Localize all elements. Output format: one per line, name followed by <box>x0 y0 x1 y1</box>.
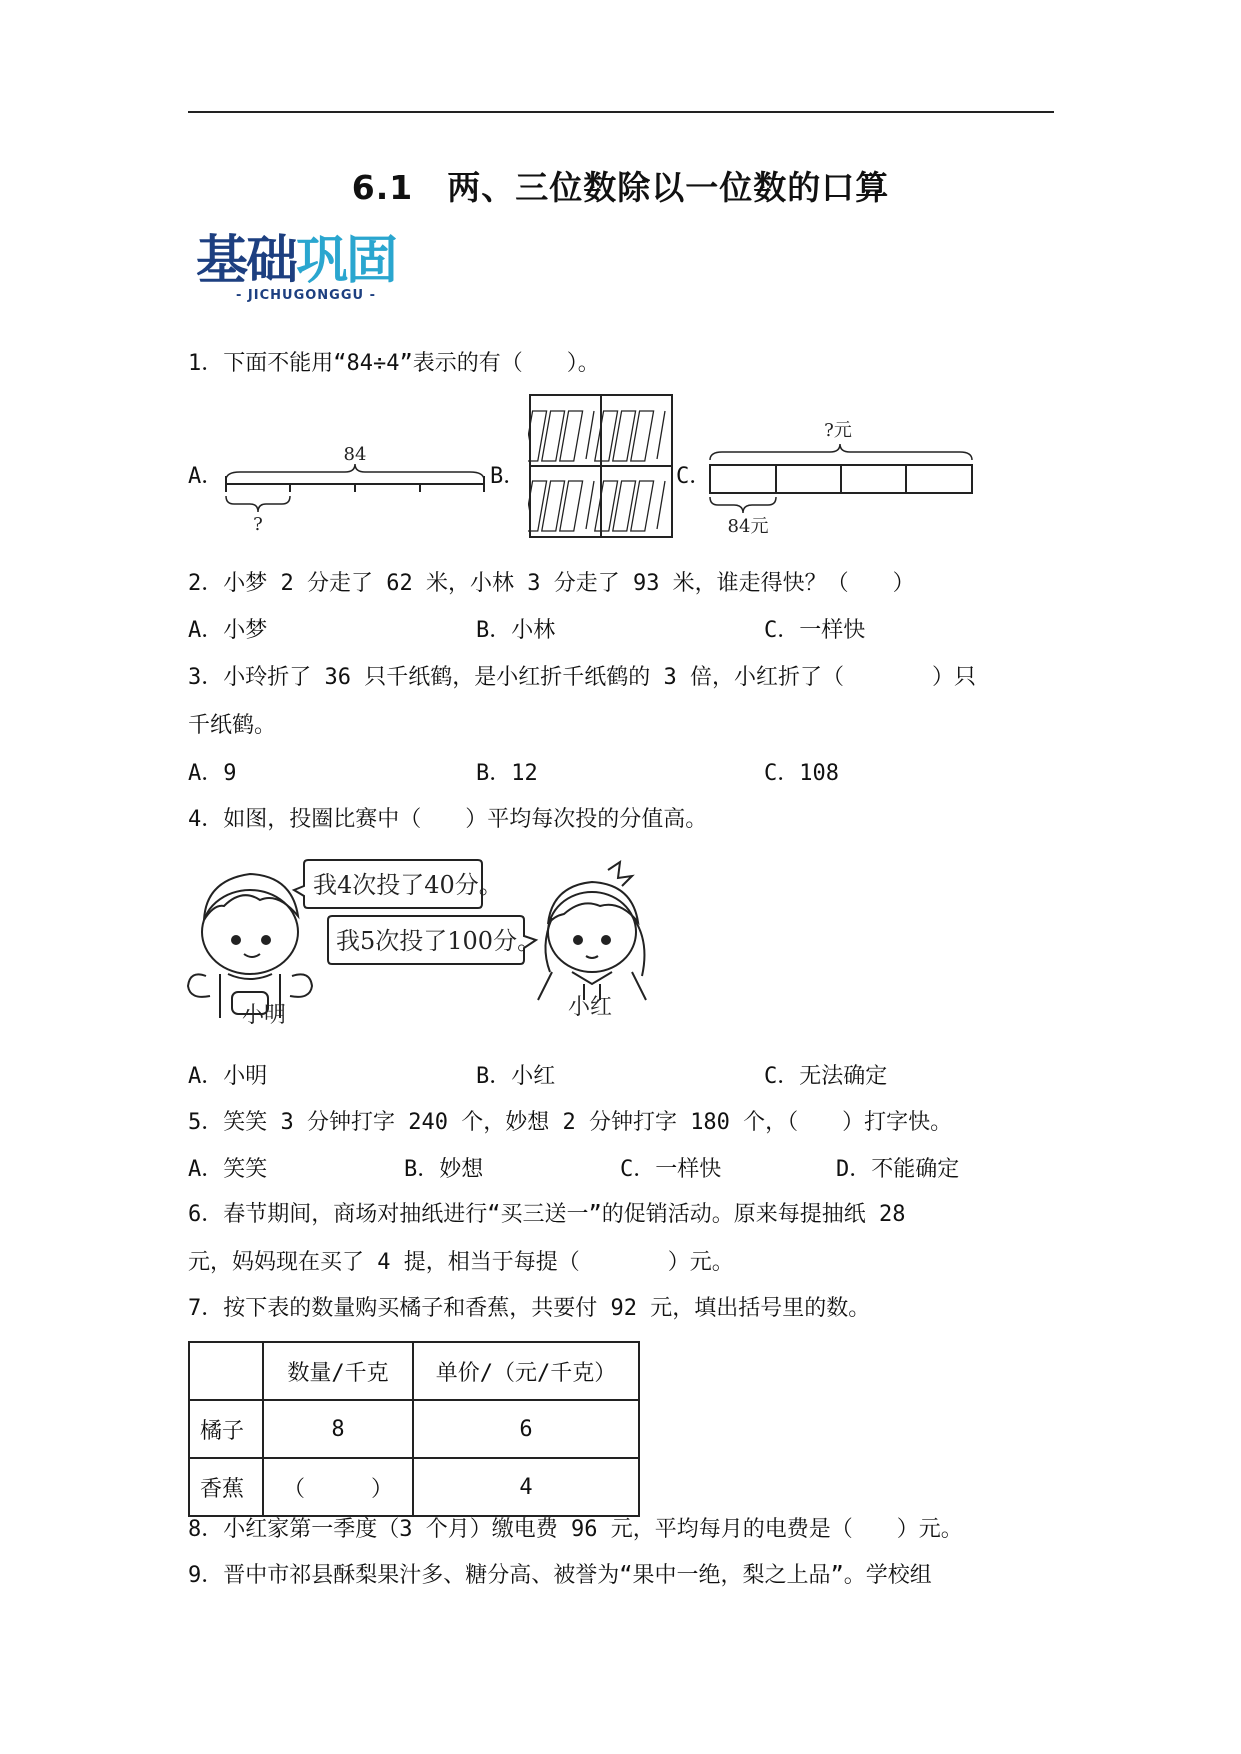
table-header-cell: 单价/（元/千克） <box>413 1342 639 1400</box>
table-row <box>189 1400 639 1458</box>
q1-a-total-label: 84 <box>343 444 367 465</box>
question-7-stem: 7．按下表的数量购买橘子和香蕉，共要付 92 元，填出括号里的数。 <box>188 1296 871 1321</box>
question-8-stem: 8．小红家第一季度（3 个月）缴电费 96 元，平均每月的电费是（ ）元。 <box>188 1517 963 1542</box>
question-2-stem: 2．小梦 2 分走了 62 米，小林 3 分走了 93 米，谁走得快？（ ） <box>188 571 915 596</box>
table-cell: 6 <box>413 1400 639 1458</box>
q1-option-a-diagram <box>220 440 490 540</box>
question-4-stem: 4．如图，投圈比赛中（ ）平均每次投的分值高。 <box>188 807 708 832</box>
question-3-stem-line1: 3．小玲折了 36 只千纸鹤，是小红折千纸鹤的 3 倍，小红折了（ ）只 <box>188 665 976 690</box>
boy-name-label: 小明 <box>242 1003 287 1028</box>
girl-name-label: 小红 <box>568 995 613 1020</box>
q5-option-c: C．一样快 <box>620 1157 722 1182</box>
table-header-cell: 数量/千克 <box>263 1342 413 1400</box>
table-cell: 橘子 <box>189 1400 263 1458</box>
bubble-1-text: 我4次投了40分。 <box>313 871 503 899</box>
q4-option-b: B．小红 <box>476 1064 556 1089</box>
question-9-stem: 9．晋中市祁县酥梨果汁多、糖分高、被誉为“果中一绝，梨之上品”。学校组 <box>188 1563 932 1588</box>
q3-option-c: C．108 <box>764 761 839 786</box>
q3-option-b: B．12 <box>476 761 538 786</box>
table-row <box>189 1458 639 1516</box>
q1-option-b-label: B． <box>490 464 526 489</box>
question-3-stem-line2: 千纸鹤。 <box>188 713 277 738</box>
logo-subtitle: - JICHUGONGGU - <box>236 288 376 303</box>
q4-option-c: C．无法确定 <box>764 1064 888 1089</box>
q1-c-part-label: 84元 <box>727 516 769 537</box>
q5-option-d: D．不能确定 <box>836 1157 960 1182</box>
q1-c-total-label: ?元 <box>824 420 852 441</box>
header-rule <box>188 111 1054 113</box>
question-6-stem-line1: 6．春节期间，商场对抽纸进行“买三送一”的促销活动。原来每提抽纸 28 <box>188 1202 906 1227</box>
q7-price-table <box>188 1341 640 1517</box>
table-header-cell <box>189 1342 263 1400</box>
q5-option-a: A．笑笑 <box>188 1157 268 1182</box>
q2-option-a: A．小梦 <box>188 618 268 643</box>
q2-option-c: C．一样快 <box>764 618 866 643</box>
q1-option-c-label: C． <box>676 464 712 489</box>
question-6-stem-line2: 元，妈妈现在买了 4 提，相当于每提（ ）元。 <box>188 1250 734 1275</box>
table-cell: 4 <box>413 1458 639 1516</box>
speech-bubble-2 <box>328 916 541 964</box>
section-logo <box>196 232 436 306</box>
q5-option-b: B．妙想 <box>404 1157 484 1182</box>
table-cell-blank[interactable]: （ ） <box>263 1458 413 1516</box>
q1-option-a-label: A． <box>188 464 224 489</box>
q1-a-part-label: ? <box>253 514 263 535</box>
q2-option-b: B．小林 <box>476 618 556 643</box>
question-1-stem: 1．下面不能用“84÷4”表示的有（ ）。 <box>188 351 600 376</box>
page-title: 6.1 两、三位数除以一位数的口算 <box>351 168 890 207</box>
table-header-row <box>189 1342 639 1400</box>
boy-figure <box>188 874 312 1018</box>
bubble-2-text: 我5次投了100分。 <box>336 927 542 955</box>
speech-bubble-1 <box>294 860 503 908</box>
q3-option-a: A．9 <box>188 761 237 786</box>
table-cell: 香蕉 <box>189 1458 263 1516</box>
q4-illustration <box>180 850 720 1030</box>
question-5-stem: 5．笑笑 3 分钟打字 240 个，妙想 2 分钟打字 180 个，（ ）打字快。 <box>188 1110 953 1135</box>
logo-text: 基础巩固 <box>196 231 397 291</box>
q4-option-a: A．小明 <box>188 1064 268 1089</box>
q1-option-b-bundles <box>528 393 674 539</box>
table-cell: 8 <box>263 1400 413 1458</box>
girl-figure <box>538 862 646 1000</box>
q1-option-c-diagram <box>706 414 986 540</box>
